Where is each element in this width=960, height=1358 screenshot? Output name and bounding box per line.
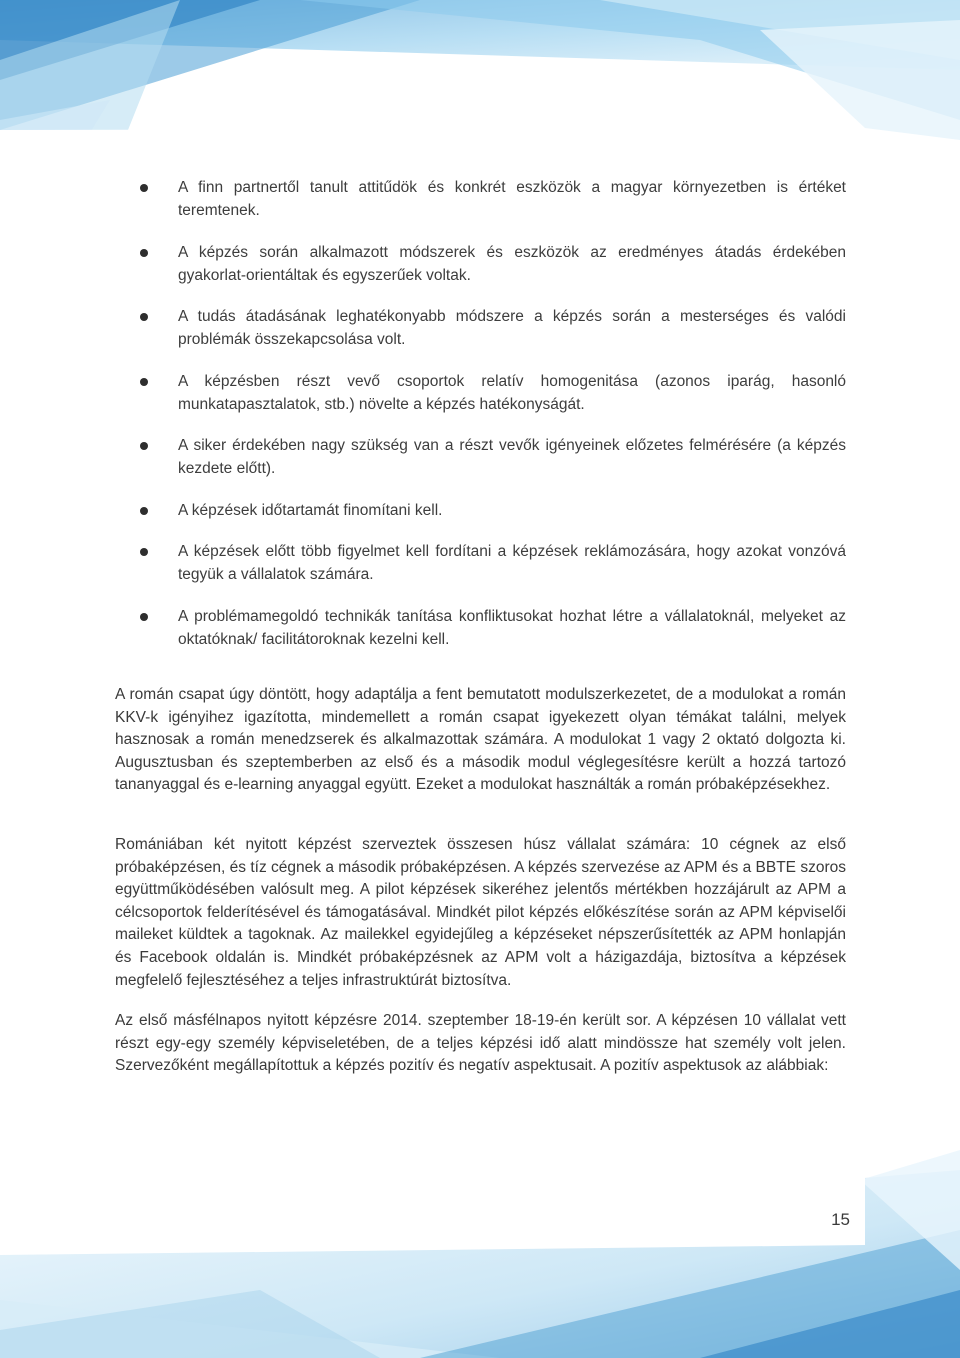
list-item xyxy=(140,241,846,287)
page-number: 15 xyxy=(831,1210,850,1229)
paragraph-romanian-team: A román csapat úgy döntött, hogy adaptálja a fent bemutatott modulszerkezetet, de a modulokat a román KKV-k igényihez igazította, mindemellett a román csapat igyekezett olyan témákat találni, melyek hasznosak a román menedzserek és alkalmazottak számára. A modulokat 1 vagy 2 oktató dolgozta ki. Augusztusban és szeptemberben az első és a második modul véglegesítésre került a hozzá tartozó tananyaggal és e-learning anyaggal együtt. Ezeket a modulokat használták a román próbaképzésekhez. xyxy=(115,686,846,794)
bullet-list xyxy=(140,176,846,669)
paragraph-romania-trainings: Romániában két nyitott képzést szerveztek összesen húsz vállalat számára: 10 cégnek az első próbaképzésen, és tíz cégnek a második próbaképzésen. A képzés szervezése az APM és a BBTE szoros együttműködésében valósult meg. A pilot képzések sikeréhez jelentős mértékben hozzájárult az APM a célcsoportok felderítésével és támogatásával. Mindkét pilot képzés előkészítése során az APM képviselői maileket küldtek a tagoknak. Az mailekkel egyidejűleg a képzéseket népszerűsítették az APM honlapján és Facebook oldalán is. Mindkét próbaképzésnek az APM volt a házigazdája, biztosítva a képzések megfelelő fejlesztéséhez a teljes infrastruktúrát biztosítva. xyxy=(115,836,846,989)
bullet-icon xyxy=(140,249,148,257)
list-item xyxy=(140,499,846,522)
bullet-text: A képzések előtt több figyelmet kell fordítani a képzések reklámozására, hogy azokat vonzóvá tegyük a vállalatok számára. xyxy=(178,543,846,583)
list-item xyxy=(140,540,846,586)
bullet-text: A problémamegoldó technikák tanítása konfliktusokat hozhat létre a vállalatoknál, melyeket az oktatóknak/ facilitátoroknak kezelni kell. xyxy=(178,607,846,648)
list-item xyxy=(140,434,846,480)
bullet-icon xyxy=(140,613,148,621)
bullet-icon xyxy=(140,378,148,386)
list-item xyxy=(140,370,846,416)
bullet-icon xyxy=(140,548,148,556)
bullet-icon xyxy=(140,507,148,515)
bullet-text: A képzésben részt vevő csoportok relatív homogenitása (azonos iparág, hasonló munkatapasztalatok, stb.) növelte a képzés hatékonyságát. xyxy=(178,372,846,413)
bullet-text: A finn partnertől tanult attitűdök és konkrét eszközök a magyar környezetben is értéket teremtenek. xyxy=(178,179,846,219)
bullet-icon xyxy=(140,313,148,321)
bullet-text: A tudás átadásának leghatékonyabb módszere a képzés során a mesterséges és valódi problémák összekapcsolása volt. xyxy=(178,308,846,348)
bullet-text: A képzés során alkalmazott módszerek és eszközök az eredményes átadás érdekében gyakorlat-orientáltak és egyszerűek voltak. xyxy=(178,243,846,284)
list-item xyxy=(140,605,846,651)
bullet-text: A siker érdekében nagy szükség van a részt vevők igényeinek előzetes felmérésére (a képzés kezdete előtt). xyxy=(178,437,846,477)
bullet-text: A képzések időtartamát finomítani kell. xyxy=(178,501,443,519)
paragraph-first-training: Az első másfélnapos nyitott képzésre 2014. szeptember 18-19-én került sor. A képzésen 10 vállalat vett részt egy-egy személy képviseletében, de a teljes képzési idő alatt mindössze hat személy volt jelen. Szervezőként megállapítottuk a képzés pozitív és negatív aspektusait. A pozitív aspektusok az alábbiak: xyxy=(115,1012,846,1075)
bullet-icon xyxy=(140,184,148,192)
list-item xyxy=(140,305,846,351)
bullet-icon xyxy=(140,442,148,450)
list-item xyxy=(140,176,846,222)
